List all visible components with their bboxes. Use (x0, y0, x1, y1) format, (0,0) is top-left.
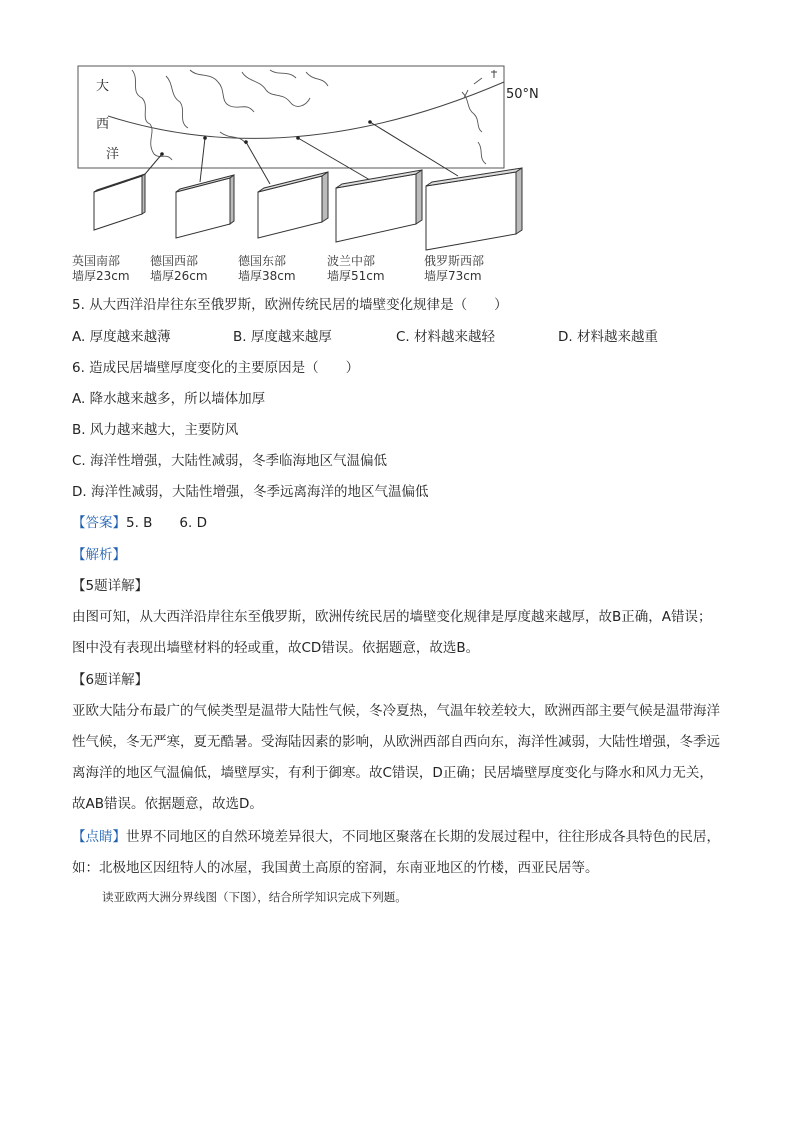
caption-germany-west: 德国西部 墙厚26cm (150, 254, 208, 283)
wall-russia-west (426, 168, 522, 250)
d5-label: 【5题详解】 (72, 578, 149, 594)
ocean-char-2: 西 (96, 117, 110, 132)
next-intro: 读亚欧两大洲分界线图（下图），结合所学知识完成下列题。 (102, 890, 407, 904)
wall-poland-central (336, 170, 422, 242)
q6-option-c: C. 海洋性增强，大陆性减弱，冬季临海地区气温偏低 (72, 453, 388, 469)
analysis-label: 【解析】 (72, 547, 126, 563)
caption-germany-east: 德国东部 墙厚38cm (238, 254, 296, 283)
d6-text: 亚欧大陆分布最广的气候类型是温带大陆性气候，冬冷夏热，气温年较差较大，欧洲西部主要气候是温带海洋性气候，冬无严寒，夏无酷暑。受海陆因素的影响，从欧洲西部自西向东，海洋性减弱，大陆性增强，冬季远离海洋的地区气温偏低，墙壁厚实，有利于御寒。故C错误，D正确；民居墙壁厚度变化与降水和风力无关，故AB错误。依据题意，故选D。 (72, 703, 720, 812)
d6-label: 【6题详解】 (72, 672, 149, 688)
answer-value: 5. B 6. D (126, 515, 207, 531)
answer-line (72, 513, 207, 533)
wall-germany-west (176, 175, 234, 238)
q5-option-d: D. 材料越来越重 (558, 329, 658, 345)
q5-option-b: B. 厚度越来越厚 (233, 329, 332, 345)
tips-label: 【点睛】 (72, 829, 126, 845)
coastline (132, 70, 486, 164)
caption-uk-south: 英国南部 墙厚23cm (72, 254, 130, 283)
tips-text: 世界不同地区的自然环境差异很大，不同地区聚落在长期的发展过程中，往往形成各具特色的民居，如：北极地区因纽特人的冰屋，我国黄土高原的窑洞，东南亚地区的竹楼，西亚民居等。 (72, 829, 720, 876)
map-frame (78, 66, 504, 168)
caption-russia-west: 俄罗斯西部 墙厚73cm (424, 254, 485, 283)
q6-option-a: A. 降水越来越多，所以墙体加厚 (72, 391, 266, 407)
q6-option-d: D. 海洋性减弱，大陆性增强，冬季远离海洋的地区气温偏低 (72, 484, 429, 500)
wall-blocks (94, 168, 522, 250)
caption-poland-central: 波兰中部 墙厚51cm (327, 254, 385, 283)
tips-block (72, 822, 724, 884)
d5-text: 由图可知，从大西洋沿岸往东至俄罗斯，欧洲传统民居的墙壁变化规律是厚度越来越厚，故B正确，A错误；图中没有表现出墙壁材料的轻或重，故CD错误。依据题意，故选B。 (72, 609, 712, 656)
compass-mark (491, 70, 497, 78)
q6-option-b: B. 风力越来越大，主要防风 (72, 422, 239, 438)
wall-uk-south (94, 174, 145, 230)
q5-stem: 5. 从大西洋沿岸往东至俄罗斯，欧洲传统民居的墙壁变化规律是（ ） (72, 297, 508, 313)
q5-option-a: A. 厚度越来越薄 (72, 329, 171, 345)
answer-label: 【答案】 (72, 515, 126, 531)
latitude-label: 50°N (506, 87, 539, 102)
latitude-50n-line (108, 82, 504, 138)
q5-option-c: C. 材料越来越轻 (396, 329, 496, 345)
q6-stem: 6. 造成民居墙壁厚度变化的主要原因是（ ） (72, 360, 360, 376)
ocean-char-1: 大 (96, 79, 110, 94)
ocean-char-3: 洋 (106, 147, 120, 162)
